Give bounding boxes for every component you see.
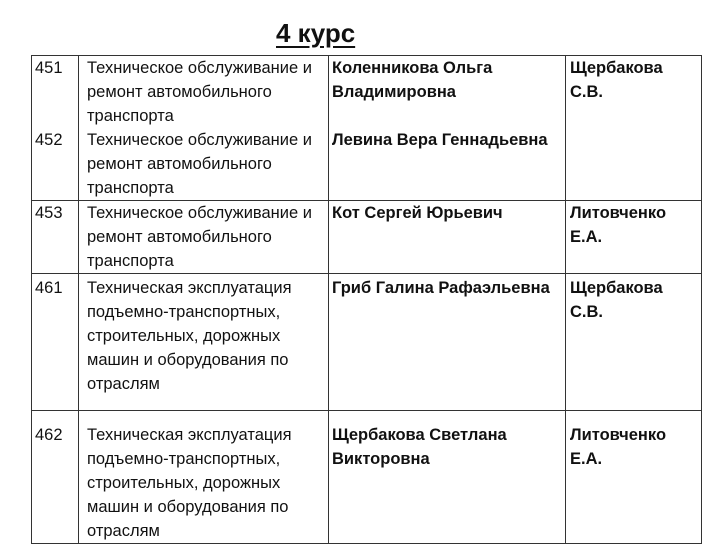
teacher-name: Литовченко Е.А. xyxy=(566,201,702,274)
table-row xyxy=(32,56,702,129)
teacher-name: Щербакова С.В. xyxy=(566,274,702,411)
table-row xyxy=(32,274,702,411)
group-code: 451 xyxy=(32,56,79,129)
group-code: 461 xyxy=(32,274,79,411)
student-name: Щербакова Светлана Викторовна xyxy=(329,411,566,544)
specialty-cell: Техническое обслуживание и ремонт автомобильного транспорта xyxy=(79,201,329,274)
page-title: 4 курс xyxy=(276,18,356,48)
student-name: Коленникова Ольга Владимировна xyxy=(329,56,566,129)
group-code: 462 xyxy=(32,411,79,544)
student-name: Гриб Галина Рафаэльевна xyxy=(329,274,566,411)
groups-table xyxy=(31,55,702,544)
specialty-cell: Техническая эксплуатация подъемно-транспортных, строительных, дорожных машин и оборудования по отраслям xyxy=(79,411,329,544)
specialty-cell: Техническое обслуживание и ремонт автомобильного транспорта xyxy=(79,56,329,129)
student-name: Кот Сергей Юрьевич xyxy=(329,201,566,274)
teacher-name: Щербакова С.В. xyxy=(566,56,702,201)
specialty-cell: Техническое обслуживание и ремонт автомобильного транспорта xyxy=(79,128,329,201)
group-code: 453 xyxy=(32,201,79,274)
student-name: Левина Вера Геннадьевна xyxy=(329,128,566,201)
specialty-cell: Техническая эксплуатация подъемно-транспортных, строительных, дорожных машин и оборудования по отраслям xyxy=(79,274,329,411)
table-row xyxy=(32,411,702,544)
teacher-name: Литовченко Е.А. xyxy=(566,411,702,544)
table-row xyxy=(32,201,702,274)
group-code: 452 xyxy=(32,128,79,201)
